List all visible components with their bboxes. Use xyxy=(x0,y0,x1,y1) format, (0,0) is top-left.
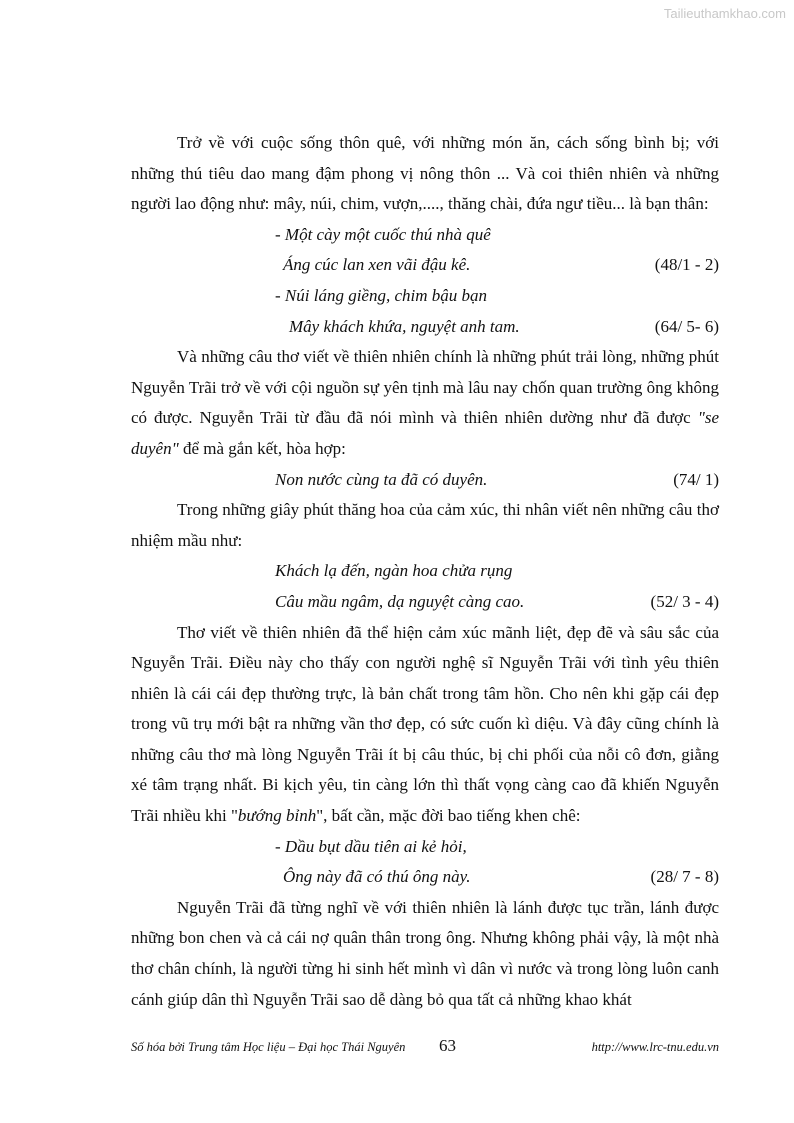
paragraph-1: Trở về với cuộc sống thôn quê, với những món ăn, cách sống bình bị; với những thú tiêu dao mang đậm phong vị nông thôn ... Và coi thiên nhiên và những người lao động như: mây, núi, chim, vượn,...., thăng chài, đứa ngư tiều... là bạn thân: xyxy=(131,133,719,214)
verse-text: - Dầu bụt dầu tiên ai kẻ hỏi, xyxy=(275,836,467,856)
verse-2-line-2 xyxy=(131,312,719,343)
verse-text: Câu mầu ngâm, dạ nguyệt càng cao. xyxy=(275,591,525,611)
footer-credit: Số hóa bởi Trung tâm Học liệu – Đại học Thái Nguyên xyxy=(131,1040,406,1054)
verse-2-line-1 xyxy=(131,281,719,312)
verse-text: Non nước cùng ta đã có duyên. xyxy=(275,469,488,489)
verse-4-line-2 xyxy=(131,587,719,618)
verse-reference: (28/ 7 - 8) xyxy=(650,867,719,887)
paragraph-3: Trong những giây phút thăng hoa của cảm xúc, thi nhân viết nên những câu thơ nhiệm mầu như: xyxy=(131,500,719,550)
verse-reference: (52/ 3 - 4) xyxy=(650,591,719,611)
verse-text: Ông này đã có thú ông này. xyxy=(283,867,471,887)
verse-3-line-1 xyxy=(131,465,719,496)
verse-reference: (74/ 1) xyxy=(673,469,719,489)
verse-text: - Một cày một cuốc thú nhà quê xyxy=(275,224,491,244)
verse-text: - Núi láng giềng, chim bậu bạn xyxy=(275,285,488,305)
verse-reference: (64/ 5- 6) xyxy=(654,316,719,336)
paragraph-5: Nguyễn Trãi đã từng nghĩ về với thiên nhiên là lánh được tục trần, lánh được những bon chen và cả cái nợ quân thân trong ông. Nhưng không phải vậy, là một nhà thơ chân chính, là người từng hi sinh hết mình vì dân vì nước và trong lòng luôn canh cánh giúp dân thì Nguyễn Trãi sao dễ dàng bỏ qua tất cả những khao khát xyxy=(131,897,719,1009)
footer-url: http://www.lrc-tnu.edu.vn xyxy=(591,1040,719,1054)
emphasis-se-duyen: "se duyên" xyxy=(131,408,719,458)
page-footer xyxy=(131,1037,719,1061)
verse-4-line-1 xyxy=(131,556,719,587)
paragraph-4: Thơ viết về thiên nhiên đã thể hiện cảm xúc mãnh liệt, đẹp đẽ và sâu sắc của Nguyễn Trãi. Điều này cho thấy con người nghệ sĩ Nguyễn Trãi với tình yêu thiên nhiên là cái cái đẹp thường trực, là bản chất trong tâm hồn. Cho nên khi gặp cái đẹp trong vũ trụ mới bật ra những vần thơ đẹp, có sức cuốn kì diệu. Và đây cũng chính là những câu thơ mà lòng Nguyễn Trãi ít bị câu thúc, bị chi phối của nỗi cô đơn, giằng xé tâm trạng nhất. Bi kịch yêu, tin càng lớn thì thất vọng càng cao đã khiến Nguyễn Trãi nhiều khi "bướng bỉnh", bất cần, mặc đời bao tiếng khen chê: xyxy=(131,622,719,826)
verse-1-line-2 xyxy=(131,250,719,281)
verse-5-line-1 xyxy=(131,832,719,863)
paragraph-2: Và những câu thơ viết về thiên nhiên chính là những phút trải lòng, những phút Nguyễn Trãi trở về với cội nguồn sự yên tịnh mà lâu nay chốn quan trường ông không có được. Nguyễn Trãi từ đầu đã nói mình và thiên nhiên dường như đã được "se duyên" để mà gắn kết, hòa hợp: xyxy=(131,347,719,458)
page-number: 63 xyxy=(439,1036,456,1055)
verse-5-line-2 xyxy=(131,862,719,893)
emphasis-buong-binh: bướng bỉnh xyxy=(237,806,317,826)
verse-text: Áng cúc lan xen vãi đậu kê. xyxy=(283,255,471,275)
verse-1-line-1 xyxy=(131,220,719,251)
verse-text: Mây khách khứa, nguyệt anh tam. xyxy=(289,316,520,336)
verse-reference: (48/1 - 2) xyxy=(654,255,719,275)
verse-text: Khách lạ đến, ngàn hoa chửa rụng xyxy=(275,561,513,581)
watermark: Tailieuthamkhao.com xyxy=(663,6,786,21)
document-body xyxy=(131,128,719,1015)
